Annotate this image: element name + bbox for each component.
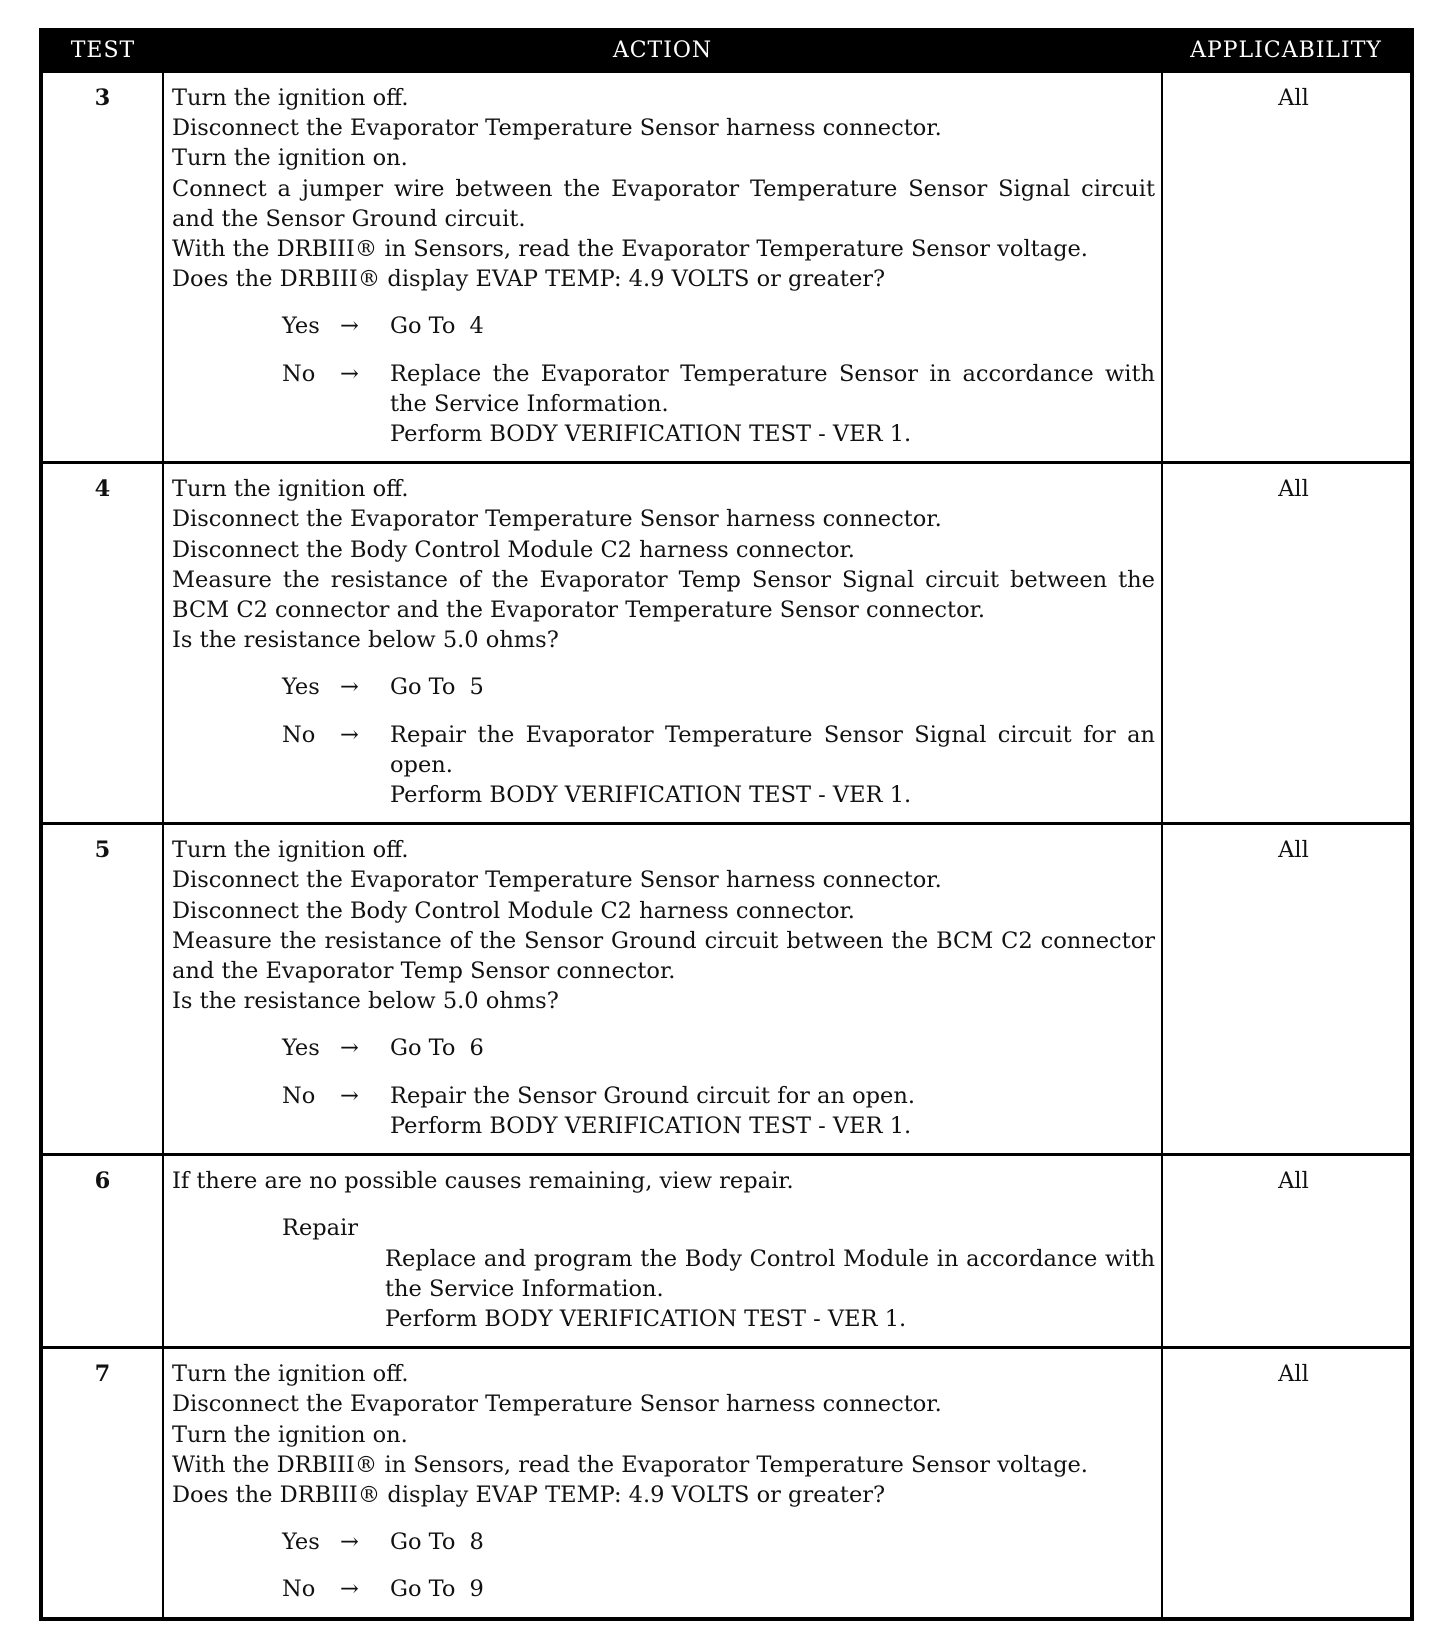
yes-result: [172, 672, 1155, 702]
yes-result: [172, 311, 1155, 341]
action-cell: [163, 1155, 1162, 1348]
no-action-text: Perform BODY VERIFICATION TEST - VER 1.: [390, 421, 912, 448]
header-action: ACTION: [163, 30, 1162, 72]
applicability-cell: All: [1162, 72, 1412, 463]
table-header-row: [41, 30, 1412, 72]
repair-text: Replace and program the Body Control Module in accordance with the Service Information.: [385, 1245, 1155, 1302]
applicability-cell: All: [1162, 824, 1412, 1155]
no-label: No: [282, 1576, 316, 1603]
no-label: No: [282, 360, 316, 387]
step-text: Disconnect the Body Control Module C2 harness connector.: [172, 897, 855, 924]
no-result: [172, 720, 1155, 811]
step-text: Turn the ignition off.: [172, 1361, 409, 1388]
go-to-target: 5: [469, 674, 484, 701]
no-action-text: Replace the Evaporator Temperature Sensor in accordance with the Service Information.: [390, 360, 1155, 417]
step-text: If there are no possible causes remaining, view repair.: [172, 1168, 794, 1195]
no-result: [172, 1574, 1155, 1604]
go-to-target: 9: [469, 1576, 484, 1603]
step-text: Turn the ignition off.: [172, 85, 409, 111]
header-applicability: APPLICABILITY: [1162, 30, 1412, 72]
repair-block: [172, 1213, 1155, 1334]
yes-result: [172, 1527, 1155, 1557]
test-number: 7: [41, 1348, 163, 1619]
no-action-text: Repair the Evaporator Temperature Sensor Signal circuit for an open.: [390, 721, 1155, 778]
step-text: Turn the ignition off.: [172, 837, 409, 864]
test-row-6: [41, 1155, 1412, 1348]
step-text: Is the resistance below 5.0 ohms?: [172, 988, 559, 1015]
applicability-cell: All: [1162, 1348, 1412, 1619]
step-text: With the DRBIII® in Sensors, read the Evaporator Temperature Sensor voltage.: [172, 1451, 1088, 1478]
step-text: Does the DRBIII® display EVAP TEMP: 4.9 VOLTS or greater?: [172, 1481, 886, 1508]
header-test: TEST: [41, 30, 163, 72]
yes-label: Yes: [282, 1529, 320, 1556]
applicability-cell: All: [1162, 463, 1412, 824]
test-row-3: [41, 72, 1412, 463]
no-label: No: [282, 721, 316, 748]
no-action-text: Repair the Sensor Ground circuit for an open.: [390, 1082, 915, 1109]
no-action-text: Perform BODY VERIFICATION TEST - VER 1.: [390, 1112, 912, 1139]
action-cell: [163, 463, 1162, 824]
diagnostic-test-table: [39, 28, 1414, 1621]
step-text: Turn the ignition on.: [172, 145, 408, 172]
test-number: 6: [41, 1155, 163, 1348]
no-result: [172, 1081, 1155, 1141]
test-number: 4: [41, 463, 163, 824]
step-text: Disconnect the Evaporator Temperature Sensor harness connector.: [172, 1391, 942, 1418]
arrow-icon: →: [340, 721, 359, 748]
test-row-4: [41, 463, 1412, 824]
no-label: No: [282, 1082, 316, 1109]
arrow-icon: →: [340, 1576, 359, 1603]
yes-result: [172, 1033, 1155, 1063]
action-cell: [163, 1348, 1162, 1619]
step-text: Disconnect the Evaporator Temperature Sensor harness connector.: [172, 506, 942, 533]
step-text: Disconnect the Evaporator Temperature Sensor harness connector.: [172, 867, 942, 894]
no-action-text: Perform BODY VERIFICATION TEST - VER 1.: [390, 782, 912, 809]
step-text: Turn the ignition on.: [172, 1421, 408, 1448]
yes-label: Yes: [282, 674, 320, 701]
test-number: 5: [41, 824, 163, 1155]
go-to-target: 8: [469, 1529, 484, 1556]
step-text: Turn the ignition off.: [172, 476, 409, 503]
yes-label: Yes: [282, 1035, 320, 1062]
go-to-text: Go To: [390, 313, 456, 340]
go-to-target: 4: [469, 313, 484, 340]
yes-label: Yes: [282, 313, 320, 340]
applicability-cell: All: [1162, 1155, 1412, 1348]
go-to-text: Go To: [390, 1035, 456, 1062]
step-text: Does the DRBIII® display EVAP TEMP: 4.9 VOLTS or greater?: [172, 266, 886, 293]
step-text: Disconnect the Body Control Module C2 harness connector.: [172, 536, 855, 563]
action-cell: [163, 72, 1162, 463]
arrow-icon: →: [340, 1035, 359, 1062]
step-text: Connect a jumper wire between the Evaporator Temperature Sensor Signal circuit and the Sensor Ground circuit.: [172, 175, 1155, 232]
action-cell: [163, 824, 1162, 1155]
step-text: Is the resistance below 5.0 ohms?: [172, 627, 559, 654]
go-to-text: Go To: [390, 1529, 456, 1556]
step-text: Disconnect the Evaporator Temperature Sensor harness connector.: [172, 115, 942, 142]
step-text: Measure the resistance of the Sensor Ground circuit between the BCM C2 connector and the Evaporator Temp Sensor connector.: [172, 927, 1155, 985]
step-text: With the DRBIII® in Sensors, read the Evaporator Temperature Sensor voltage.: [172, 236, 1088, 263]
test-row-7: [41, 1348, 1412, 1619]
test-row-5: [41, 824, 1412, 1155]
go-to-text: Go To: [390, 1576, 456, 1603]
arrow-icon: →: [340, 1529, 359, 1556]
arrow-icon: →: [340, 1082, 359, 1109]
go-to-text: Go To: [390, 674, 456, 701]
arrow-icon: →: [340, 674, 359, 701]
go-to-target: 6: [469, 1035, 484, 1062]
repair-label: Repair: [282, 1215, 359, 1242]
test-number: 3: [41, 72, 163, 463]
step-text: Measure the resistance of the Evaporator Temp Sensor Signal circuit between the BCM C2 connector and the Evaporator Temperature Sensor connector.: [172, 566, 1155, 624]
repair-text: Perform BODY VERIFICATION TEST - VER 1.: [385, 1305, 907, 1332]
arrow-icon: →: [340, 313, 359, 340]
no-result: [172, 359, 1155, 450]
arrow-icon: →: [340, 360, 359, 387]
